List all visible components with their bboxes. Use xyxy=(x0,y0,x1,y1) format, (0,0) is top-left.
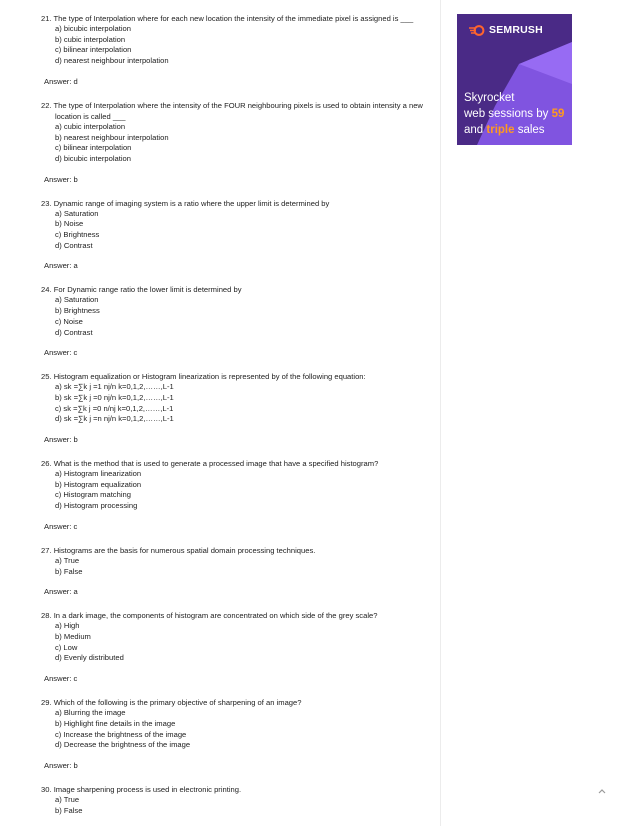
question-text xyxy=(41,697,436,708)
answer-text: Answer: c xyxy=(44,521,78,531)
answer-text: Answer: a xyxy=(44,261,78,271)
question-text xyxy=(41,284,436,295)
options-list xyxy=(41,469,436,512)
option-item: d) Histogram processing xyxy=(55,501,138,511)
question-item xyxy=(41,100,436,185)
options-list xyxy=(41,621,436,664)
option-item: a) Saturation xyxy=(55,208,99,218)
question-body: Histograms are the basis for numerous spatial domain processing techniques. xyxy=(53,545,316,555)
question-item xyxy=(41,371,436,445)
options-list xyxy=(41,795,436,816)
question-text xyxy=(41,458,436,469)
option-item: a) bicubic interpolation xyxy=(55,24,131,33)
question-number: 29. xyxy=(41,698,52,708)
question-item xyxy=(41,198,436,272)
option-item: b) Brightness xyxy=(55,306,100,316)
question-body: Dynamic range of imaging system is a ratio where the upper limit is determined by xyxy=(53,198,330,208)
option-item: b) Histogram equalization xyxy=(55,479,142,489)
ad-line3-text: and xyxy=(464,124,487,136)
semrush-flame-icon xyxy=(469,25,485,36)
question-item xyxy=(41,610,436,684)
question-text xyxy=(41,545,436,556)
option-item: c) Histogram matching xyxy=(55,490,131,500)
question-body: The type of Interpolation where for each new location the intensity of the immediate pixel is assigned is ___ xyxy=(53,14,414,23)
question-item xyxy=(41,13,436,87)
question-text xyxy=(41,198,436,209)
answer-text: Answer: b xyxy=(44,174,78,184)
option-item: b) nearest neighbour interpolation xyxy=(55,132,169,142)
question-item xyxy=(41,697,436,771)
option-item: b) Highlight fine details in the image xyxy=(55,718,176,728)
question-body: The type of Interpolation where the intensity of the FOUR neighbouring pixels is used to obtain intensity a new location is called ___ xyxy=(53,100,423,121)
question-item xyxy=(41,784,436,816)
question-body: In a dark image, the components of histogram are concentrated on which side of the grey scale? xyxy=(53,611,378,621)
question-text xyxy=(41,371,436,382)
question-text xyxy=(41,784,436,795)
question-text xyxy=(41,610,436,621)
option-item: a) cubic interpolation xyxy=(55,121,126,131)
option-item: c) bilinear interpolation xyxy=(55,143,132,153)
question-text xyxy=(41,13,436,24)
questions-list xyxy=(41,13,436,829)
question-number: 25. xyxy=(41,372,52,382)
option-item: a) True xyxy=(55,794,80,804)
options-list xyxy=(41,708,436,751)
ad-headline-line1: Skyrocket xyxy=(464,92,515,104)
question-body: Which of the following is the primary objective of sharpening of an image? xyxy=(53,698,302,708)
option-item: a) Histogram linearization xyxy=(55,469,142,479)
options-list xyxy=(41,556,436,577)
option-item: c) Noise xyxy=(55,316,83,326)
answer-text: Answer: c xyxy=(44,348,78,358)
question-number: 21. xyxy=(41,14,52,23)
option-item: b) sk =∑k j =0 nj/n k=0,1,2,……,L-1 xyxy=(55,392,174,402)
option-item: c) sk =∑k j =0 n/nj k=0,1,2,……,L-1 xyxy=(55,403,174,413)
option-item: b) Noise xyxy=(55,219,84,229)
ad-line2-text: web sessions by xyxy=(464,108,552,120)
options-list xyxy=(41,295,436,338)
option-item: d) Contrast xyxy=(55,327,93,337)
semrush-ad-banner[interactable] xyxy=(457,14,572,145)
question-number: 30. xyxy=(41,784,52,794)
question-body: What is the method that is used to generate a processed image that have a specified histogram? xyxy=(53,459,379,469)
option-item: a) Saturation xyxy=(55,295,99,305)
option-item: b) Medium xyxy=(55,631,91,641)
question-text xyxy=(41,100,436,122)
option-item: a) Blurring the image xyxy=(55,708,126,718)
question-item xyxy=(41,458,436,532)
option-item: d) bicubic interpolation xyxy=(55,153,131,163)
ad-headline-line3 xyxy=(464,124,545,136)
option-item: b) False xyxy=(55,566,83,576)
semrush-logo xyxy=(469,24,543,36)
question-number: 22. xyxy=(41,100,52,110)
option-item: d) Decrease the brightness of the image xyxy=(55,740,191,750)
options-list xyxy=(41,122,436,165)
option-item: c) Increase the brightness of the image xyxy=(55,729,187,739)
option-item: b) False xyxy=(55,805,83,815)
question-number: 26. xyxy=(41,459,52,469)
question-body: Image sharpening process is used in electronic printing. xyxy=(53,784,242,794)
question-item xyxy=(41,284,436,358)
option-item: d) sk =∑k j =n nj/n k=0,1,2,……,L-1 xyxy=(55,414,174,424)
ad-line3-suffix: sales xyxy=(514,124,545,136)
option-item: a) sk =∑k j =1 nj/n k=0,1,2,……,L-1 xyxy=(55,382,174,392)
question-item xyxy=(41,545,436,597)
ad-headline-line2 xyxy=(464,108,564,120)
option-item: c) bilinear interpolation xyxy=(55,45,132,55)
chevron-up-icon xyxy=(598,788,606,794)
question-body: Histogram equalization or Histogram linearization is represented by of the following equation: xyxy=(53,372,366,382)
question-number: 24. xyxy=(41,285,52,295)
option-item: b) cubic interpolation xyxy=(55,34,126,44)
option-item: d) Evenly distributed xyxy=(55,653,124,663)
question-body: For Dynamic range ratio the lower limit is determined by xyxy=(53,285,242,295)
answer-text: Answer: a xyxy=(44,587,78,597)
option-item: c) Low xyxy=(55,642,78,652)
ad-line2-highlight: 59 xyxy=(551,108,565,120)
question-number: 28. xyxy=(41,611,52,621)
option-item: a) High xyxy=(55,621,80,631)
options-list xyxy=(41,382,436,425)
scroll-to-top-button[interactable] xyxy=(598,786,606,797)
ad-brand-name: SEMRUSH xyxy=(489,24,543,36)
option-item: d) nearest neighbour interpolation xyxy=(55,56,169,66)
ad-line3-highlight: triple xyxy=(486,124,515,136)
answer-text: Answer: b xyxy=(44,760,78,770)
question-number: 23. xyxy=(41,198,52,208)
answer-text: Answer: c xyxy=(44,674,78,684)
question-number: 27. xyxy=(41,545,52,555)
options-list xyxy=(41,209,436,252)
options-list xyxy=(41,24,436,67)
option-item: a) True xyxy=(55,555,80,565)
option-item: d) Contrast xyxy=(55,240,93,250)
answer-text: Answer: d xyxy=(44,76,78,86)
option-item: c) Brightness xyxy=(55,230,100,240)
answer-text: Answer: b xyxy=(44,435,78,445)
column-divider xyxy=(440,0,441,826)
